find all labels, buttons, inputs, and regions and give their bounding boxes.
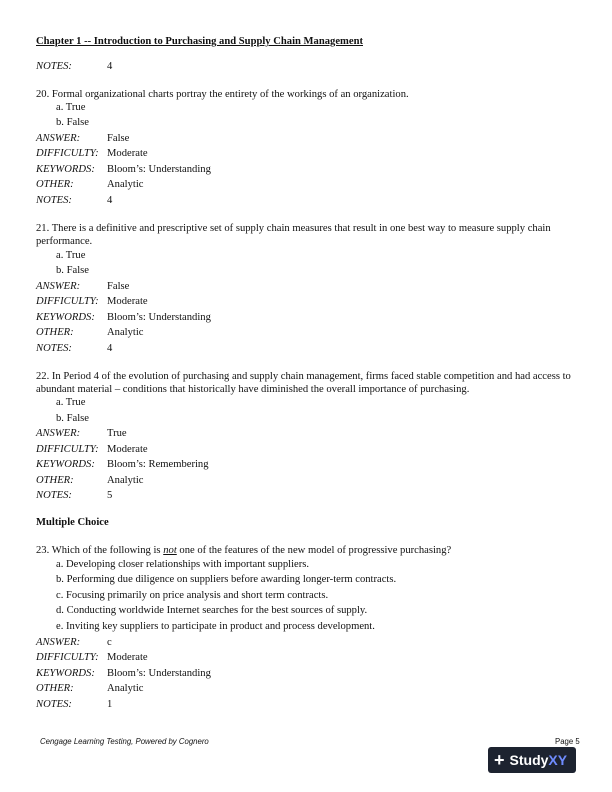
question-21-other: Analytic [107, 327, 144, 338]
notes-label: NOTES: [36, 195, 72, 206]
plus-icon: + [494, 750, 505, 770]
question-22-option-b: b. False [56, 413, 89, 424]
keywords-label: KEYWORDS: [36, 668, 95, 679]
question-23-stem-emphasis: not [163, 545, 177, 556]
difficulty-label: DIFFICULTY: [36, 296, 99, 307]
difficulty-label: DIFFICULTY: [36, 148, 99, 159]
question-23-keywords: Bloom’s: Understanding [107, 668, 211, 679]
question-20-other: Analytic [107, 179, 144, 190]
question-20-notes: 4 [107, 195, 113, 206]
question-22-keywords: Bloom’s: Remembering [107, 459, 209, 470]
other-label: OTHER: [36, 683, 74, 694]
other-label: OTHER: [36, 179, 74, 190]
question-20-option-a: a. True [56, 102, 86, 113]
question-20-answer: False [107, 133, 130, 144]
question-23-option-c: c. Focusing primarily on price analysis and short term contracts. [56, 590, 329, 601]
badge-brand: Study [509, 752, 549, 768]
other-label: OTHER: [36, 327, 74, 338]
question-22-answer: True [107, 428, 127, 439]
badge-brand-accent: XY [548, 752, 568, 768]
question-23-option-d: d. Conducting worldwide Internet searches for the best sources of supply. [56, 605, 368, 616]
studyxy-badge[interactable] [488, 747, 576, 773]
question-20-keywords: Bloom’s: Understanding [107, 164, 211, 175]
answer-label: ANSWER: [36, 281, 81, 292]
keywords-label: KEYWORDS: [36, 164, 95, 175]
question-23-option-a: a. Developing closer relationships with important suppliers. [56, 559, 310, 570]
question-21-option-b: b. False [56, 265, 89, 276]
notes-label: NOTES: [36, 343, 72, 354]
keywords-label: KEYWORDS: [36, 459, 95, 470]
difficulty-label: DIFFICULTY: [36, 444, 99, 455]
chapter-title: Chapter 1 -- Introduction to Purchasing and Supply Chain Management [36, 36, 363, 47]
question-23-option-e: e. Inviting key suppliers to participate in product and process development. [56, 621, 375, 632]
question-23-stem-start: 23. Which of the following is [36, 545, 164, 556]
notes-value: 4 [107, 61, 113, 72]
other-label: OTHER: [36, 475, 74, 486]
question-23-difficulty: Moderate [107, 652, 148, 663]
notes-label: NOTES: [36, 490, 72, 501]
question-20-option-b: b. False [56, 117, 89, 128]
difficulty-label: DIFFICULTY: [36, 652, 99, 663]
question-20-stem: 20. Formal organizational charts portray the entirety of the workings of an organization. [36, 89, 409, 100]
question-21-notes: 4 [107, 343, 113, 354]
page-number: Page 5 [555, 737, 580, 746]
question-23-notes: 1 [107, 699, 113, 710]
question-20-difficulty: Moderate [107, 148, 148, 159]
question-21-difficulty: Moderate [107, 296, 148, 307]
question-22-difficulty: Moderate [107, 444, 148, 455]
question-22-notes: 5 [107, 490, 113, 501]
question-23-other: Analytic [107, 683, 144, 694]
question-21-stem: 21. There is a definitive and prescriptive set of supply chain measures that result in one best way to measure supply chain performance. [36, 223, 551, 248]
footer-publisher: Cengage Learning Testing, Powered by Cognero [40, 737, 209, 746]
answer-label: ANSWER: [36, 637, 81, 648]
question-21-option-a: a. True [56, 250, 86, 261]
question-23-option-b: b. Performing due diligence on suppliers before awarding longer-term contracts. [56, 574, 397, 585]
question-22-option-a: a. True [56, 397, 86, 408]
answer-label: ANSWER: [36, 133, 81, 144]
question-22-stem: 22. In Period 4 of the evolution of purchasing and supply chain management, firms faced stable competition and had access to abundant material – conditions that historically have diminished the overall importance of purchasing. [36, 371, 571, 396]
keywords-label: KEYWORDS: [36, 312, 95, 323]
question-23-answer: c [107, 637, 112, 648]
answer-label: ANSWER: [36, 428, 81, 439]
question-23-stem [36, 544, 576, 557]
notes-label: NOTES: [36, 699, 72, 710]
question-22-other: Analytic [107, 475, 144, 486]
question-23-stem-end: one of the features of the new model of progressive purchasing? [176, 545, 452, 556]
question-21-keywords: Bloom’s: Understanding [107, 312, 211, 323]
section-title: Multiple Choice [36, 517, 109, 528]
notes-label: NOTES: [36, 61, 72, 72]
question-21-answer: False [107, 281, 130, 292]
